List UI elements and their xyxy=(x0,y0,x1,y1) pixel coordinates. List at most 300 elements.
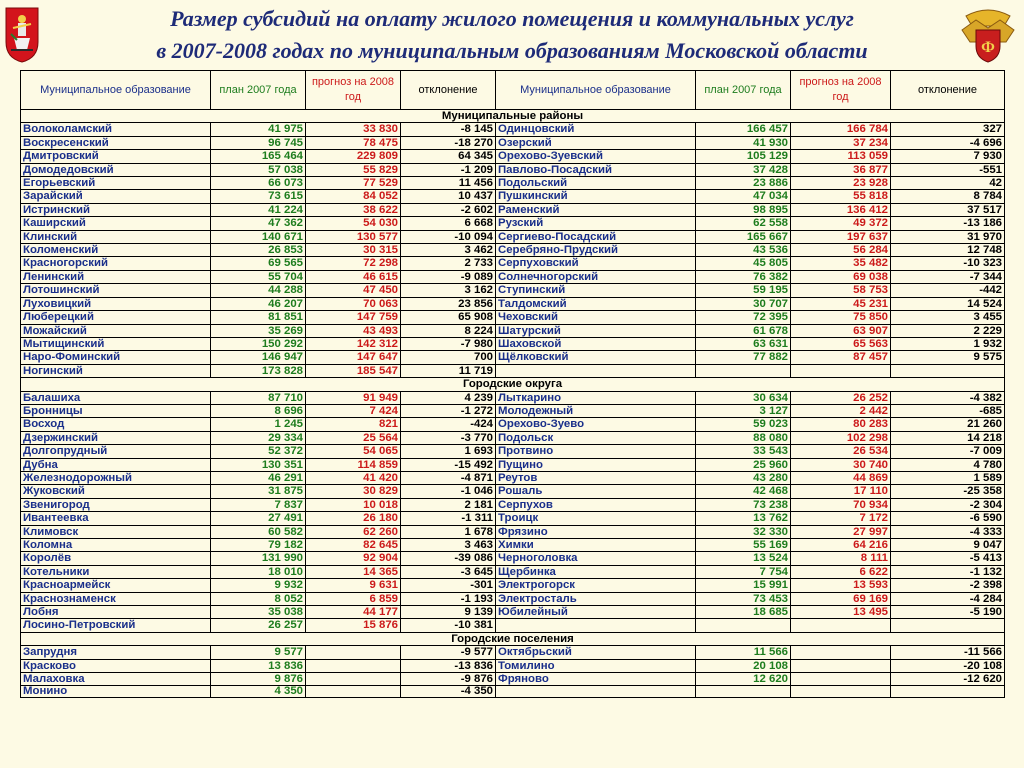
table-row xyxy=(21,391,1005,404)
table-row xyxy=(21,190,1005,203)
forecast-2008-right: 8 111 xyxy=(791,552,891,565)
deviation-left: -9 577 xyxy=(401,646,496,659)
municipality-name-right: Чеховский xyxy=(496,311,696,324)
deviation-left: -3 645 xyxy=(401,565,496,578)
forecast-2008-left: 54 030 xyxy=(306,217,401,230)
forecast-2008-right: 35 482 xyxy=(791,257,891,270)
deviation-left: -3 770 xyxy=(401,431,496,444)
deviation-left: -1 272 xyxy=(401,404,496,417)
municipality-name-right xyxy=(496,619,696,632)
forecast-2008-right: 75 850 xyxy=(791,311,891,324)
forecast-2008-right: 197 637 xyxy=(791,230,891,243)
section-title: Муниципальные районы xyxy=(21,110,1005,123)
deviation-right: -5 413 xyxy=(891,552,1005,565)
forecast-2008-right: 13 495 xyxy=(791,606,891,619)
table-body xyxy=(21,110,1005,698)
forecast-2008-left: 114 859 xyxy=(306,458,401,471)
deviation-left: -15 492 xyxy=(401,458,496,471)
deviation-right: -2 304 xyxy=(891,498,1005,511)
forecast-2008-right: 69 038 xyxy=(791,270,891,283)
municipality-name-right: Одинцовский xyxy=(496,123,696,136)
table-row xyxy=(21,552,1005,565)
municipality-name-right: Черноголовка xyxy=(496,552,696,565)
municipality-name-left: Воскресенский xyxy=(21,136,211,149)
slide-header xyxy=(0,0,1024,70)
plan-2007-left: 52 372 xyxy=(211,445,306,458)
municipality-name-left: Восход xyxy=(21,418,211,431)
forecast-2008-left: 78 475 xyxy=(306,136,401,149)
plan-2007-right: 55 169 xyxy=(696,539,791,552)
forecast-2008-right: 27 997 xyxy=(791,525,891,538)
plan-2007-right: 45 805 xyxy=(696,257,791,270)
deviation-right: 31 970 xyxy=(891,230,1005,243)
deviation-left: -10 094 xyxy=(401,230,496,243)
forecast-2008-right xyxy=(791,659,891,672)
deviation-left: 6 668 xyxy=(401,217,496,230)
deviation-right: -4 284 xyxy=(891,592,1005,605)
deviation-left: -4 871 xyxy=(401,471,496,484)
municipality-name-right: Шатурский xyxy=(496,324,696,337)
deviation-left: 11 456 xyxy=(401,177,496,190)
forecast-2008-left: 30 829 xyxy=(306,485,401,498)
municipality-name-left: Дзержинский xyxy=(21,431,211,444)
plan-2007-right: 18 685 xyxy=(696,606,791,619)
plan-2007-left: 57 038 xyxy=(211,163,306,176)
plan-2007-left: 46 207 xyxy=(211,297,306,310)
municipality-name-left: Ивантеевка xyxy=(21,512,211,525)
deviation-left: 1 678 xyxy=(401,525,496,538)
plan-2007-right: 37 428 xyxy=(696,163,791,176)
municipality-name-right: Серпухов xyxy=(496,498,696,511)
deviation-left: 64 345 xyxy=(401,150,496,163)
forecast-2008-left: 91 949 xyxy=(306,391,401,404)
forecast-2008-right xyxy=(791,619,891,632)
municipality-name-right: Лыткарино xyxy=(496,391,696,404)
deviation-left: 2 733 xyxy=(401,257,496,270)
title-line-2: в 2007-2008 годах по муниципальным образованиям Московской области xyxy=(156,38,868,63)
forecast-2008-right: 36 877 xyxy=(791,163,891,176)
municipality-name-left: Королёв xyxy=(21,552,211,565)
forecast-2008-right: 64 216 xyxy=(791,539,891,552)
deviation-right: 4 780 xyxy=(891,458,1005,471)
plan-2007-left: 44 288 xyxy=(211,284,306,297)
plan-2007-left: 73 615 xyxy=(211,190,306,203)
municipality-name-right: Щёлковский xyxy=(496,351,696,364)
column-header-deviation-left: отклонение xyxy=(401,71,496,110)
plan-2007-right: 63 631 xyxy=(696,337,791,350)
table-row xyxy=(21,404,1005,417)
municipality-name-left: Люберецкий xyxy=(21,311,211,324)
forecast-2008-left: 25 564 xyxy=(306,431,401,444)
plan-2007-right: 41 930 xyxy=(696,136,791,149)
column-header-forecast-right: прогноз на 2008 год xyxy=(791,71,891,110)
deviation-right: -7 344 xyxy=(891,270,1005,283)
deviation-left: 65 908 xyxy=(401,311,496,324)
table-row xyxy=(21,498,1005,511)
municipality-name-right: Октябрьский xyxy=(496,646,696,659)
plan-2007-left: 150 292 xyxy=(211,337,306,350)
table-row xyxy=(21,431,1005,444)
deviation-left: 700 xyxy=(401,351,496,364)
table-row xyxy=(21,646,1005,659)
forecast-2008-left: 229 809 xyxy=(306,150,401,163)
forecast-2008-left: 821 xyxy=(306,418,401,431)
plan-2007-left: 47 362 xyxy=(211,217,306,230)
municipality-name-left: Красноармейск xyxy=(21,579,211,592)
forecast-2008-left: 82 645 xyxy=(306,539,401,552)
municipality-name-left: Егорьевский xyxy=(21,177,211,190)
column-header-plan-right: план 2007 года xyxy=(696,71,791,110)
municipality-name-left: Малаховка xyxy=(21,673,211,686)
forecast-2008-left: 14 365 xyxy=(306,565,401,578)
municipality-name-right: Электросталь xyxy=(496,592,696,605)
plan-2007-right: 33 543 xyxy=(696,445,791,458)
forecast-2008-left: 30 315 xyxy=(306,244,401,257)
forecast-2008-right: 80 283 xyxy=(791,418,891,431)
forecast-2008-right: 37 234 xyxy=(791,136,891,149)
plan-2007-left: 146 947 xyxy=(211,351,306,364)
plan-2007-left: 46 291 xyxy=(211,471,306,484)
table-row xyxy=(21,418,1005,431)
plan-2007-left: 140 671 xyxy=(211,230,306,243)
municipality-name-left: Железнодорожный xyxy=(21,471,211,484)
table-row xyxy=(21,485,1005,498)
table-row xyxy=(21,270,1005,283)
municipality-name-right: Солнечногорский xyxy=(496,270,696,283)
municipality-name-left: Луховицкий xyxy=(21,297,211,310)
plan-2007-left: 55 704 xyxy=(211,270,306,283)
header-row xyxy=(21,71,1005,110)
municipality-name-right: Пущино xyxy=(496,458,696,471)
deviation-right: 9 047 xyxy=(891,539,1005,552)
municipality-name-right: Орехово-Зуевский xyxy=(496,150,696,163)
municipality-name-right: Электрогорск xyxy=(496,579,696,592)
municipality-name-right: Рошаль xyxy=(496,485,696,498)
table-row xyxy=(21,177,1005,190)
deviation-left: -1 311 xyxy=(401,512,496,525)
forecast-2008-left: 147 647 xyxy=(306,351,401,364)
table-row xyxy=(21,592,1005,605)
table-row xyxy=(21,659,1005,672)
table-row xyxy=(21,136,1005,149)
municipality-name-left: Каширский xyxy=(21,217,211,230)
municipality-name-left: Лобня xyxy=(21,606,211,619)
plan-2007-left: 26 257 xyxy=(211,619,306,632)
forecast-2008-right xyxy=(791,364,891,377)
municipality-name-right: Орехово-Зуево xyxy=(496,418,696,431)
deviation-right: -2 398 xyxy=(891,579,1005,592)
table-row xyxy=(21,324,1005,337)
deviation-left: 23 856 xyxy=(401,297,496,310)
plan-2007-left: 60 582 xyxy=(211,525,306,538)
deviation-right: 14 218 xyxy=(891,431,1005,444)
forecast-2008-left: 62 260 xyxy=(306,525,401,538)
deviation-left: 4 239 xyxy=(401,391,496,404)
municipality-name-right: Реутов xyxy=(496,471,696,484)
municipality-name-right: Пушкинский xyxy=(496,190,696,203)
table-row xyxy=(21,579,1005,592)
table-row xyxy=(21,606,1005,619)
deviation-left: -424 xyxy=(401,418,496,431)
deviation-left: -9 089 xyxy=(401,270,496,283)
table-row xyxy=(21,565,1005,578)
municipality-name-right: Серпуховский xyxy=(496,257,696,270)
table-row xyxy=(21,364,1005,377)
plan-2007-right: 23 886 xyxy=(696,177,791,190)
municipality-name-left: Климовск xyxy=(21,525,211,538)
municipality-name-right: Озерский xyxy=(496,136,696,149)
deviation-right: 21 260 xyxy=(891,418,1005,431)
plan-2007-right: 98 895 xyxy=(696,203,791,216)
plan-2007-right: 32 330 xyxy=(696,525,791,538)
plan-2007-left: 9 876 xyxy=(211,673,306,686)
moscow-region-coat-of-arms-icon xyxy=(3,4,41,64)
plan-2007-right: 3 127 xyxy=(696,404,791,417)
forecast-2008-left: 6 859 xyxy=(306,592,401,605)
table-row xyxy=(21,458,1005,471)
plan-2007-left: 4 350 xyxy=(211,686,306,698)
municipality-name-right: Фрязино xyxy=(496,525,696,538)
deviation-left: -4 350 xyxy=(401,686,496,698)
table-row xyxy=(21,297,1005,310)
forecast-2008-right: 13 593 xyxy=(791,579,891,592)
forecast-2008-right: 70 934 xyxy=(791,498,891,511)
forecast-2008-right: 102 298 xyxy=(791,431,891,444)
forecast-2008-right: 7 172 xyxy=(791,512,891,525)
forecast-2008-left: 33 830 xyxy=(306,123,401,136)
deviation-right: -4 696 xyxy=(891,136,1005,149)
table-row xyxy=(21,539,1005,552)
forecast-2008-left: 84 052 xyxy=(306,190,401,203)
plan-2007-right: 165 667 xyxy=(696,230,791,243)
deviation-left: -9 876 xyxy=(401,673,496,686)
plan-2007-right: 105 129 xyxy=(696,150,791,163)
plan-2007-left: 130 351 xyxy=(211,458,306,471)
forecast-2008-left: 185 547 xyxy=(306,364,401,377)
municipality-name-left: Красково xyxy=(21,659,211,672)
municipality-name-left: Долгопрудный xyxy=(21,445,211,458)
deviation-left: -2 602 xyxy=(401,203,496,216)
table-row xyxy=(21,673,1005,686)
plan-2007-left: 131 990 xyxy=(211,552,306,565)
deviation-left: -8 145 xyxy=(401,123,496,136)
table-row xyxy=(21,217,1005,230)
municipality-name-left: Истринский xyxy=(21,203,211,216)
forecast-2008-left: 9 631 xyxy=(306,579,401,592)
municipality-name-right: Молодежный xyxy=(496,404,696,417)
table-row xyxy=(21,471,1005,484)
municipality-name-left: Лосино-Петровский xyxy=(21,619,211,632)
municipality-name-right: Серебряно-Прудский xyxy=(496,244,696,257)
municipality-name-left: Котельники xyxy=(21,565,211,578)
deviation-right: 42 xyxy=(891,177,1005,190)
municipality-name-left: Волоколамский xyxy=(21,123,211,136)
plan-2007-left: 29 334 xyxy=(211,431,306,444)
municipality-name-right: Подольск xyxy=(496,431,696,444)
plan-2007-right: 43 536 xyxy=(696,244,791,257)
municipality-name-right: Павлово-Посадский xyxy=(496,163,696,176)
forecast-2008-left: 38 622 xyxy=(306,203,401,216)
plan-2007-left: 96 745 xyxy=(211,136,306,149)
forecast-2008-right: 69 169 xyxy=(791,592,891,605)
municipality-name-right xyxy=(496,364,696,377)
table-row xyxy=(21,244,1005,257)
plan-2007-left: 18 010 xyxy=(211,565,306,578)
plan-2007-left: 35 269 xyxy=(211,324,306,337)
forecast-2008-left xyxy=(306,659,401,672)
plan-2007-right: 59 195 xyxy=(696,284,791,297)
plan-2007-right: 15 991 xyxy=(696,579,791,592)
plan-2007-right: 73 238 xyxy=(696,498,791,511)
plan-2007-left: 8 052 xyxy=(211,592,306,605)
municipality-name-right: Химки xyxy=(496,539,696,552)
deviation-right: -10 323 xyxy=(891,257,1005,270)
forecast-2008-right: 2 442 xyxy=(791,404,891,417)
municipality-name-left: Мытищинский xyxy=(21,337,211,350)
forecast-2008-left xyxy=(306,646,401,659)
forecast-2008-right: 17 110 xyxy=(791,485,891,498)
plan-2007-right: 25 960 xyxy=(696,458,791,471)
plan-2007-right: 62 558 xyxy=(696,217,791,230)
table-row xyxy=(21,512,1005,525)
deviation-right: 12 748 xyxy=(891,244,1005,257)
municipality-name-right: Подольский xyxy=(496,177,696,190)
plan-2007-left: 8 696 xyxy=(211,404,306,417)
plan-2007-left: 35 038 xyxy=(211,606,306,619)
municipality-name-right: Раменский xyxy=(496,203,696,216)
column-header-name-left: Муниципальное образование xyxy=(21,71,211,110)
plan-2007-right: 12 620 xyxy=(696,673,791,686)
plan-2007-right: 77 882 xyxy=(696,351,791,364)
municipality-name-left: Клинский xyxy=(21,230,211,243)
table-row xyxy=(21,203,1005,216)
forecast-2008-left: 72 298 xyxy=(306,257,401,270)
section-title: Городские поселения xyxy=(21,632,1005,645)
tax-service-emblem-icon xyxy=(958,6,1018,64)
table-row xyxy=(21,445,1005,458)
deviation-right: -685 xyxy=(891,404,1005,417)
forecast-2008-right: 136 412 xyxy=(791,203,891,216)
plan-2007-right: 61 678 xyxy=(696,324,791,337)
column-header-deviation-right: отклонение xyxy=(891,71,1005,110)
forecast-2008-right: 166 784 xyxy=(791,123,891,136)
plan-2007-right: 47 034 xyxy=(696,190,791,203)
deviation-right: 1 589 xyxy=(891,471,1005,484)
forecast-2008-left: 47 450 xyxy=(306,284,401,297)
forecast-2008-right: 45 231 xyxy=(791,297,891,310)
deviation-left: 8 224 xyxy=(401,324,496,337)
forecast-2008-left xyxy=(306,686,401,698)
plan-2007-right: 13 524 xyxy=(696,552,791,565)
forecast-2008-right: 49 372 xyxy=(791,217,891,230)
plan-2007-left: 79 182 xyxy=(211,539,306,552)
plan-2007-right: 88 080 xyxy=(696,431,791,444)
forecast-2008-left: 147 759 xyxy=(306,311,401,324)
forecast-2008-left: 7 424 xyxy=(306,404,401,417)
plan-2007-left: 165 464 xyxy=(211,150,306,163)
deviation-right: 3 455 xyxy=(891,311,1005,324)
forecast-2008-right: 6 622 xyxy=(791,565,891,578)
municipality-name-left: Бронницы xyxy=(21,404,211,417)
deviation-left: 10 437 xyxy=(401,190,496,203)
forecast-2008-right xyxy=(791,673,891,686)
table-row xyxy=(21,619,1005,632)
deviation-left: 11 719 xyxy=(401,364,496,377)
forecast-2008-left xyxy=(306,673,401,686)
plan-2007-left: 66 073 xyxy=(211,177,306,190)
section-header-row xyxy=(21,110,1005,123)
forecast-2008-right: 44 869 xyxy=(791,471,891,484)
municipality-name-left: Коломна xyxy=(21,539,211,552)
plan-2007-left: 9 577 xyxy=(211,646,306,659)
forecast-2008-right: 55 818 xyxy=(791,190,891,203)
municipality-name-right xyxy=(496,686,696,698)
municipality-name-left: Лотошинский xyxy=(21,284,211,297)
deviation-right: 37 517 xyxy=(891,203,1005,216)
plan-2007-right: 59 023 xyxy=(696,418,791,431)
plan-2007-right: 166 457 xyxy=(696,123,791,136)
deviation-right: 7 930 xyxy=(891,150,1005,163)
deviation-right: 1 932 xyxy=(891,337,1005,350)
plan-2007-right: 13 762 xyxy=(696,512,791,525)
municipality-name-right: Протвино xyxy=(496,445,696,458)
forecast-2008-right: 26 252 xyxy=(791,391,891,404)
municipality-name-right: Ступинский xyxy=(496,284,696,297)
plan-2007-left: 81 851 xyxy=(211,311,306,324)
plan-2007-right xyxy=(696,619,791,632)
forecast-2008-right: 63 907 xyxy=(791,324,891,337)
column-header-name-right: Муниципальное образование xyxy=(496,71,696,110)
section-header-row xyxy=(21,632,1005,645)
deviation-left: -1 046 xyxy=(401,485,496,498)
table-row xyxy=(21,351,1005,364)
deviation-right: -13 186 xyxy=(891,217,1005,230)
section-title: Городские округа xyxy=(21,378,1005,391)
deviation-right: -442 xyxy=(891,284,1005,297)
deviation-left: -1 193 xyxy=(401,592,496,605)
forecast-2008-left: 10 018 xyxy=(306,498,401,511)
forecast-2008-left: 41 420 xyxy=(306,471,401,484)
municipality-name-left: Наро-Фоминский xyxy=(21,351,211,364)
forecast-2008-left: 46 615 xyxy=(306,270,401,283)
deviation-left: -7 980 xyxy=(401,337,496,350)
deviation-left: -1 209 xyxy=(401,163,496,176)
plan-2007-right: 76 382 xyxy=(696,270,791,283)
municipality-name-left: Можайский xyxy=(21,324,211,337)
deviation-right: -12 620 xyxy=(891,673,1005,686)
municipality-name-right: Томилино xyxy=(496,659,696,672)
deviation-left: 3 462 xyxy=(401,244,496,257)
forecast-2008-right xyxy=(791,646,891,659)
deviation-right: -1 132 xyxy=(891,565,1005,578)
forecast-2008-left: 54 065 xyxy=(306,445,401,458)
plan-2007-left: 26 853 xyxy=(211,244,306,257)
municipality-name-left: Монино xyxy=(21,686,211,698)
title-line-1: Размер субсидий на оплату жилого помещения и коммунальных услуг xyxy=(170,6,854,31)
forecast-2008-right: 87 457 xyxy=(791,351,891,364)
table-row xyxy=(21,230,1005,243)
table-row xyxy=(21,150,1005,163)
deviation-left: -13 836 xyxy=(401,659,496,672)
table-row xyxy=(21,257,1005,270)
municipality-name-right: Рузский xyxy=(496,217,696,230)
forecast-2008-left: 77 529 xyxy=(306,177,401,190)
deviation-left: -18 270 xyxy=(401,136,496,149)
municipality-name-left: Ногинский xyxy=(21,364,211,377)
municipality-name-left: Запрудня xyxy=(21,646,211,659)
plan-2007-left: 13 836 xyxy=(211,659,306,672)
section-header-row xyxy=(21,378,1005,391)
